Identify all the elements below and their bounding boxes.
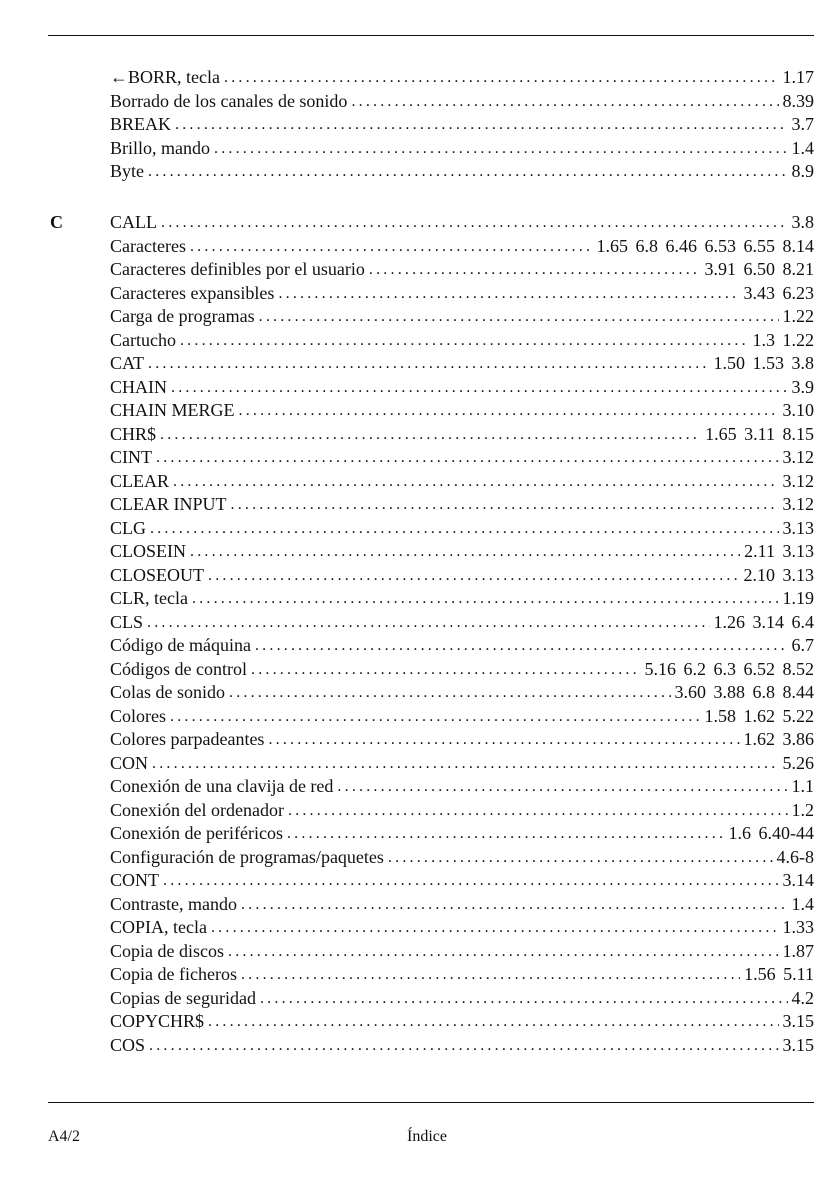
entry-pages: 1.26 3.14 6.4 bbox=[713, 611, 814, 632]
dot-leader bbox=[241, 893, 788, 917]
entry-pages: 1.19 bbox=[782, 588, 814, 608]
index-group-c bbox=[110, 211, 814, 1057]
index-entry bbox=[110, 160, 814, 184]
dot-leader bbox=[268, 728, 739, 752]
entry-pages: 1.56 5.11 bbox=[744, 964, 814, 984]
index-group-b bbox=[110, 66, 814, 184]
index-entry bbox=[110, 211, 814, 235]
entry-label: COS bbox=[110, 1034, 146, 1055]
dot-leader bbox=[173, 470, 778, 494]
entry-label: Conexión de periféricos bbox=[110, 823, 283, 843]
entry-label: Copia de discos bbox=[110, 940, 224, 961]
entry-label: Brillo, mando bbox=[110, 137, 210, 158]
entry-pages: 1.87 bbox=[782, 940, 814, 961]
entry-label: Conexión del ordenador bbox=[110, 799, 284, 820]
index-entry bbox=[110, 137, 814, 161]
entry-label: Caracteres definibles por el usuario bbox=[110, 259, 365, 279]
entry-label: Código de máquina bbox=[110, 635, 251, 655]
dot-leader bbox=[170, 705, 701, 729]
dot-leader bbox=[180, 329, 749, 353]
entry-pages: 3.13 bbox=[782, 517, 814, 538]
dot-leader bbox=[208, 1010, 778, 1034]
dot-leader bbox=[224, 66, 779, 90]
entry-pages: 3.43 6.23 bbox=[743, 282, 814, 303]
entry-pages: 5.16 6.2 6.3 6.52 8.52 bbox=[644, 658, 814, 679]
entry-label: Códigos de control bbox=[110, 658, 247, 679]
entry-pages: 8.39 bbox=[782, 90, 814, 111]
entry-pages: 2.10 3.13 bbox=[743, 564, 814, 585]
dot-leader bbox=[228, 940, 779, 964]
footer-title: Índice bbox=[407, 1128, 447, 1145]
index-entry bbox=[110, 90, 814, 114]
dot-leader bbox=[147, 611, 709, 635]
index-entry bbox=[110, 282, 814, 306]
entry-pages: 3.12 bbox=[782, 494, 814, 514]
dot-leader bbox=[229, 681, 671, 705]
entry-pages: 4.6-8 bbox=[776, 846, 814, 867]
entry-label: CON bbox=[110, 752, 149, 773]
index-entry bbox=[110, 916, 814, 940]
dot-leader bbox=[351, 90, 778, 114]
index-entry bbox=[110, 611, 814, 635]
entry-pages: 2.11 3.13 bbox=[744, 541, 814, 561]
index-entry bbox=[110, 517, 814, 541]
entry-label: Carga de programas bbox=[110, 306, 255, 326]
index-entry bbox=[110, 752, 814, 776]
entry-pages: 8.9 bbox=[791, 161, 814, 181]
index-entry bbox=[110, 564, 814, 588]
top-rule bbox=[48, 35, 814, 36]
dot-leader bbox=[369, 258, 701, 282]
index-entry bbox=[110, 470, 814, 494]
index-entry bbox=[110, 658, 814, 682]
index-entry bbox=[110, 258, 814, 282]
index-entry bbox=[110, 329, 814, 353]
index-entry bbox=[110, 235, 814, 259]
entry-pages: 3.12 bbox=[782, 470, 814, 491]
entry-label: Copias de seguridad bbox=[110, 987, 256, 1008]
dot-leader bbox=[337, 775, 787, 799]
entry-pages: 1.50 1.53 3.8 bbox=[713, 353, 814, 373]
dot-leader bbox=[192, 587, 779, 611]
dot-leader bbox=[251, 658, 641, 682]
entry-label: Cartucho bbox=[110, 329, 176, 350]
entry-pages: 1.58 1.62 5.22 bbox=[704, 705, 814, 726]
entry-pages: 3.91 6.50 8.21 bbox=[704, 259, 814, 279]
dot-leader bbox=[160, 423, 701, 447]
entry-pages: 5.26 bbox=[782, 752, 814, 773]
entry-label: CAT bbox=[110, 353, 145, 373]
dot-leader bbox=[388, 846, 773, 870]
index-entry bbox=[110, 399, 814, 423]
section-letter: C bbox=[50, 212, 63, 232]
dot-leader bbox=[163, 869, 779, 893]
dot-leader bbox=[190, 540, 740, 564]
entry-label: Contraste, mando bbox=[110, 893, 237, 914]
entry-pages: 1.17 bbox=[782, 67, 814, 87]
dot-leader bbox=[208, 564, 740, 588]
entry-pages: 3.10 bbox=[782, 400, 814, 420]
entry-pages: 1.2 bbox=[791, 799, 814, 820]
index-entry bbox=[110, 775, 814, 799]
index-entry bbox=[110, 493, 814, 517]
dot-leader bbox=[211, 916, 779, 940]
index-entry bbox=[110, 963, 814, 987]
entry-label: CLOSEIN bbox=[110, 541, 186, 561]
dot-leader bbox=[239, 399, 779, 423]
entry-label: COPIA, tecla bbox=[110, 917, 207, 937]
entry-label: Conexión de una clavija de red bbox=[110, 776, 334, 796]
index-entry bbox=[110, 940, 814, 964]
dot-leader bbox=[288, 799, 788, 823]
entry-label: CINT bbox=[110, 447, 152, 467]
entry-label: ←BORR, tecla bbox=[110, 67, 220, 87]
dot-leader bbox=[149, 1034, 778, 1058]
entry-pages: 1.3 1.22 bbox=[752, 329, 814, 350]
entry-label: Borrado de los canales de sonido bbox=[110, 90, 348, 111]
entry-pages: 4.2 bbox=[791, 987, 814, 1008]
bottom-rule bbox=[48, 1102, 814, 1103]
entry-label: CLG bbox=[110, 517, 146, 538]
dot-leader bbox=[259, 305, 779, 329]
dot-leader bbox=[171, 376, 788, 400]
entry-pages: 3.7 bbox=[791, 114, 814, 134]
dot-leader bbox=[214, 137, 788, 161]
dot-leader bbox=[148, 352, 709, 376]
entry-pages: 1.6 6.40-44 bbox=[728, 823, 814, 843]
dot-leader bbox=[152, 752, 778, 776]
page-number: A4/2 bbox=[48, 1128, 80, 1145]
entry-pages: 1.1 bbox=[791, 776, 814, 796]
entry-pages: 3.14 bbox=[782, 870, 814, 890]
entry-label: Copia de ficheros bbox=[110, 964, 237, 984]
entry-label: Caracteres expansibles bbox=[110, 282, 275, 303]
entry-pages: 1.4 bbox=[791, 893, 814, 914]
index-entry bbox=[110, 1010, 814, 1034]
entry-label: BREAK bbox=[110, 114, 172, 134]
index-entry bbox=[110, 634, 814, 658]
dot-leader bbox=[156, 446, 779, 470]
dot-leader bbox=[241, 963, 740, 987]
entry-pages: 1.22 bbox=[782, 306, 814, 326]
index-entry bbox=[110, 66, 814, 90]
index-entry bbox=[110, 822, 814, 846]
entry-pages: 1.4 bbox=[791, 137, 814, 158]
entry-pages: 1.65 3.11 8.15 bbox=[705, 423, 814, 444]
index-entry bbox=[110, 1034, 814, 1058]
entry-label: CHAIN bbox=[110, 376, 167, 397]
entry-label: CONT bbox=[110, 870, 159, 890]
dot-leader bbox=[161, 211, 788, 235]
index-entry bbox=[110, 376, 814, 400]
entry-label: Configuración de programas/paquetes bbox=[110, 846, 384, 867]
dot-leader bbox=[231, 493, 779, 517]
entry-label: Colores bbox=[110, 705, 166, 726]
entry-pages: 3.9 bbox=[791, 376, 814, 397]
index-entry bbox=[110, 446, 814, 470]
dot-leader bbox=[287, 822, 725, 846]
index-entry bbox=[110, 423, 814, 447]
index-entry bbox=[110, 705, 814, 729]
dot-leader bbox=[150, 517, 779, 541]
entry-label: CLEAR INPUT bbox=[110, 494, 227, 514]
entry-pages: 3.60 3.88 6.8 8.44 bbox=[674, 682, 814, 702]
index-entry bbox=[110, 540, 814, 564]
index-entry bbox=[110, 799, 814, 823]
entry-label: CALL bbox=[110, 212, 157, 232]
dot-leader bbox=[255, 634, 788, 658]
entry-label: Caracteres bbox=[110, 235, 186, 256]
dot-leader bbox=[175, 113, 787, 137]
entry-label: CHR$ bbox=[110, 423, 157, 444]
entry-pages: 3.12 bbox=[782, 447, 814, 467]
index-entry bbox=[110, 987, 814, 1011]
entry-label: COPYCHR$ bbox=[110, 1011, 205, 1031]
index-entry bbox=[110, 846, 814, 870]
entry-pages: 1.33 bbox=[782, 917, 814, 937]
dot-leader bbox=[190, 235, 593, 259]
dot-leader bbox=[278, 282, 739, 306]
index-entry bbox=[110, 893, 814, 917]
index-entry bbox=[110, 113, 814, 137]
entry-label: CLS bbox=[110, 611, 144, 632]
entry-label: CLEAR bbox=[110, 470, 170, 491]
entry-label: CLR, tecla bbox=[110, 588, 188, 608]
entry-pages: 1.65 6.8 6.46 6.53 6.55 8.14 bbox=[596, 235, 814, 256]
index-entry bbox=[110, 305, 814, 329]
dot-leader bbox=[148, 160, 788, 184]
entry-label: Colores parpadeantes bbox=[110, 729, 265, 749]
entry-pages: 3.8 bbox=[791, 212, 814, 232]
dot-leader bbox=[260, 987, 788, 1011]
entry-pages: 1.62 3.86 bbox=[743, 729, 814, 749]
entry-label: Byte bbox=[110, 161, 144, 181]
entry-label: CHAIN MERGE bbox=[110, 400, 235, 420]
entry-pages: 6.7 bbox=[791, 635, 814, 655]
index-entry bbox=[110, 869, 814, 893]
index-entry bbox=[110, 728, 814, 752]
index-entry bbox=[110, 681, 814, 705]
index-entry bbox=[110, 587, 814, 611]
entry-pages: 3.15 bbox=[782, 1011, 814, 1031]
entry-pages: 3.15 bbox=[782, 1034, 814, 1055]
index-entry bbox=[110, 352, 814, 376]
entry-label: CLOSEOUT bbox=[110, 564, 204, 585]
entry-label: Colas de sonido bbox=[110, 682, 225, 702]
